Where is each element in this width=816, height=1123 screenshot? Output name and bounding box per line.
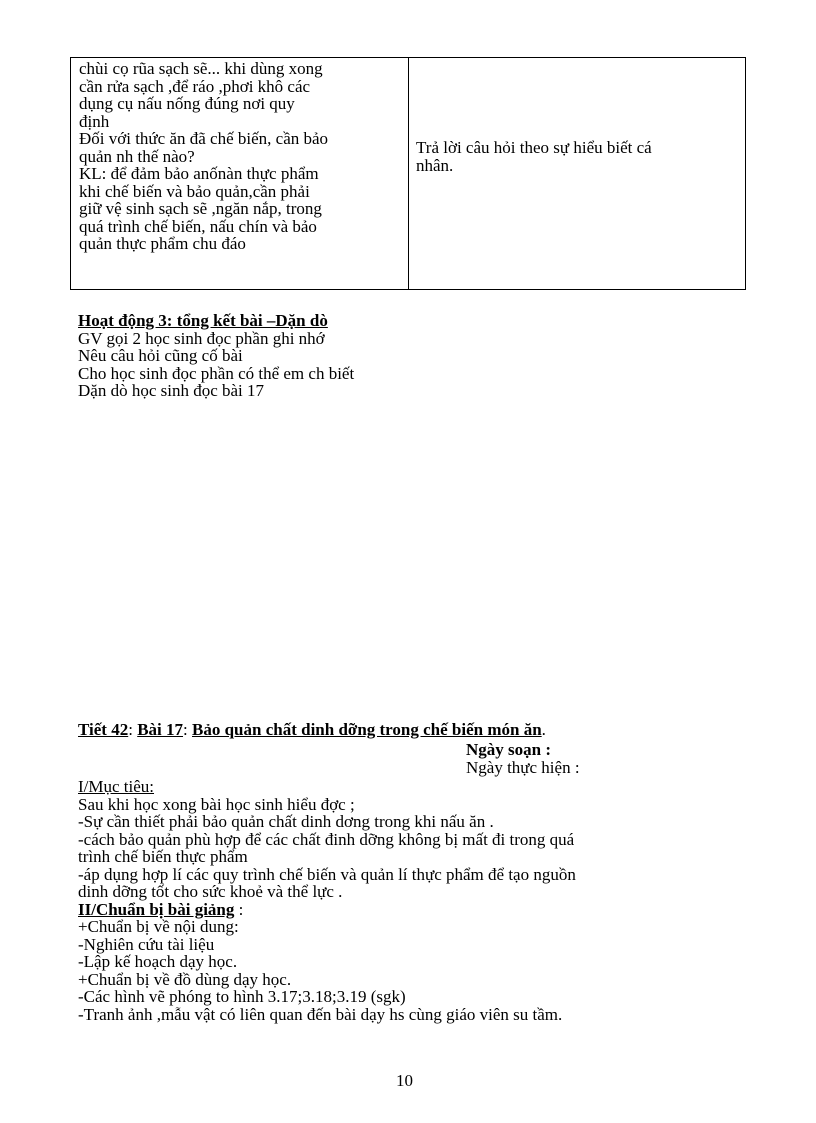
table-text-line: KL: để đảm bảo anốnàn thực phẩm — [79, 164, 319, 183]
activity3-line: Cho học sinh đọc phần có thể em ch biết — [78, 363, 355, 383]
objectives-line: -áp dụng hợp lí các quy trình chế biến và quản lí thực phẩm để tạo nguồn — [78, 864, 576, 884]
activity3-heading: Hoạt động 3: tổng kết bài –Dặn dò — [78, 311, 328, 330]
preparation-heading: II/Chuẩn bị bài giảng — [78, 899, 235, 919]
preparation-line: +Chuẩn bị về đồ dùng dạy học. — [78, 969, 292, 989]
table-text-line: Trả lời câu hỏi theo sự hiểu biết cá — [416, 138, 652, 157]
dates-block — [466, 741, 580, 777]
lesson-table — [70, 57, 746, 290]
preparation-line: -Tranh ảnh ,mẫu vật có liên quan đến bài dạy hs cùng giáo viên su tầm. — [78, 1004, 563, 1024]
objectives-line: -cách bảo quản phù hợp để các chất đinh dỡng không bị mất đi trong quá — [78, 829, 575, 849]
activity3-section — [78, 312, 354, 400]
table-text-line: quá trình chế biến, nấu chín và bảo — [79, 216, 317, 236]
activity3-line: Dặn dò học sinh đọc bài 17 — [78, 381, 265, 400]
table-cell-student-activity — [416, 139, 736, 174]
execute-date-label: Ngày thực hiện : — [466, 758, 580, 777]
lesson-title — [78, 720, 546, 740]
table-text-line: dụng cụ nấu nống đúng nơi quy — [79, 94, 295, 113]
table-cell-activity — [79, 60, 405, 253]
lesson-period: Tiết 42 — [78, 720, 129, 739]
lesson-title-end: . — [541, 720, 546, 739]
table-text-line: khi chế biến và bảo quản,cần phải — [79, 181, 310, 201]
table-text-line: cần rửa sạch ,để ráo ,phơi khô các — [79, 76, 311, 96]
lesson-separator: : — [128, 720, 138, 739]
preparation-line: -Nghiên cứu tài liệu — [78, 934, 215, 954]
objectives-section — [78, 778, 576, 1023]
preparation-line: -Các hình vẽ phóng to hình 3.17;3.18;3.19 (sgk) — [78, 987, 406, 1006]
objectives-line: dinh dỡng tốt cho sức khoẻ và thể lực . — [78, 882, 343, 901]
table-text-line: quản thực phẩm chu đáo — [79, 234, 246, 253]
table-text-line: nhân. — [416, 155, 454, 175]
objectives-line: trình chế biến thực phẩm — [78, 847, 248, 866]
prepare-date-label: Ngày soạn : — [466, 740, 552, 759]
lesson-number: Bài 17 — [137, 720, 184, 739]
objectives-heading: I/Mục tiêu: — [78, 777, 155, 796]
table-text-line: Đối với thức ăn đã chế biến, cần bảo — [79, 129, 329, 148]
table-text-line: quản nh thế nào? — [79, 146, 195, 166]
preparation-heading-suffix: : — [234, 899, 244, 919]
lesson-name: Bảo quản chất dinh dỡng trong chế biến món ăn — [192, 720, 542, 739]
objectives-line: Sau khi học xong bài học sinh hiểu đợc ; — [78, 794, 355, 814]
preparation-heading-row — [78, 901, 576, 919]
activity3-line: Nêu câu hỏi cũng cố bài — [78, 346, 243, 365]
preparation-line: -Lập kế hoạch dạy học. — [78, 952, 238, 971]
table-text-line: giữ vệ sinh sạch sẽ ,ngăn nắp, trong — [79, 199, 322, 218]
table-text-line: chùi cọ rũa sạch sẽ... khi dùng xong — [79, 59, 323, 78]
lesson-separator: : — [183, 720, 192, 739]
activity3-line: GV gọi 2 học sinh đọc phần ghi nhớ — [78, 328, 325, 348]
table-column-divider — [408, 58, 409, 289]
preparation-line: +Chuẩn bị về nội dung: — [78, 917, 239, 936]
table-text-line: định — [79, 111, 110, 131]
objectives-line: -Sự cần thiết phải bảo quản chất dinh dơng trong khi nấu ăn . — [78, 812, 494, 831]
page-number: 10 — [396, 1071, 413, 1090]
